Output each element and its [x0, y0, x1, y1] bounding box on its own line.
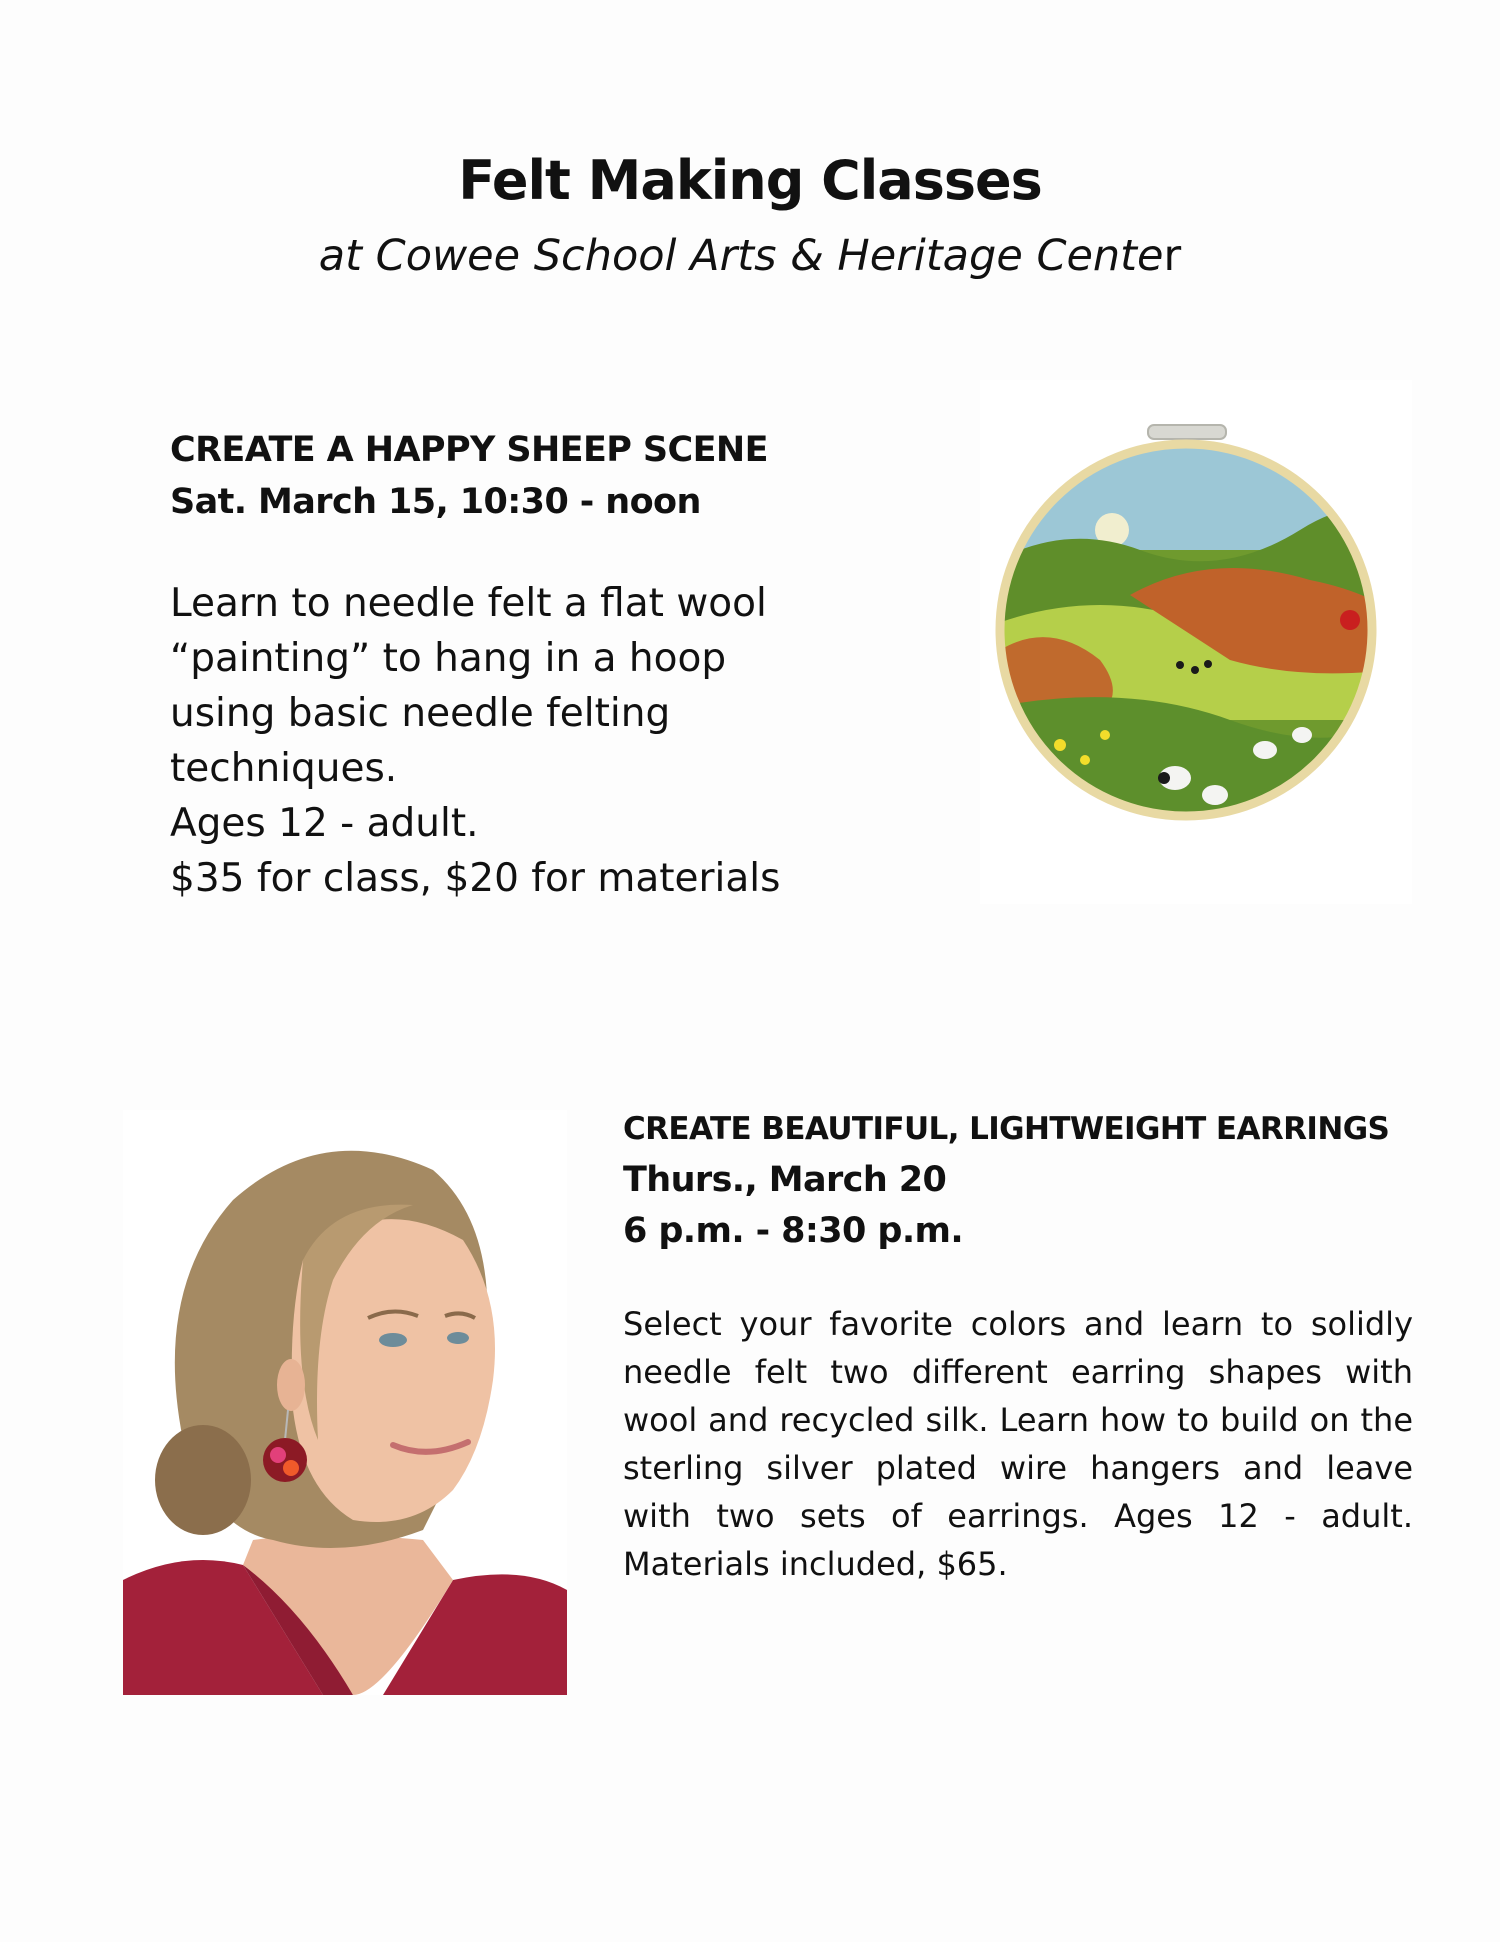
class-one-date-time: Sat. March 15, 10:30 - noon: [170, 482, 701, 522]
class-one-desc-line: “painting” to hang in a hoop: [170, 636, 727, 681]
class-one-heading: [170, 424, 810, 528]
class-one-title: CREATE A HAPPY SHEEP SCENE: [170, 430, 768, 470]
class-two-date: Thurs., March 20: [623, 1160, 947, 1200]
class-one-price: $35 for class, $20 for materials: [170, 856, 781, 901]
class-one-ages: Ages 12 - adult.: [170, 801, 479, 846]
class-one-desc-line: Learn to needle felt a flat wool: [170, 581, 767, 626]
class-two-heading: [623, 1104, 1463, 1257]
class-two-time: 6 p.m. - 8:30 p.m.: [623, 1211, 964, 1251]
instructor-portrait-photo: [123, 1110, 567, 1695]
subtitle-tail: r: [1163, 231, 1182, 281]
page-subtitle: [0, 226, 1500, 286]
page-title: Felt Making Classes: [458, 149, 1042, 212]
class-two-description: Select your favorite colors and learn to solidly needle felt two different earring shapes with wool and recycled silk. Learn how to build on the sterling silver plated wire hangers and leave with two sets of earrings. Ages 12 - adult. Materials included, $65.: [623, 1305, 1413, 1583]
class-one-description: [170, 576, 810, 906]
class-two-title: CREATE BEAUTIFUL, LIGHTWEIGHT EARRINGS: [623, 1111, 1390, 1147]
class-one-desc-line: techniques.: [170, 746, 398, 791]
sheep-scene-hoop-photo: [980, 380, 1412, 904]
subtitle-main: at Cowee School Arts & Heritage Cente: [318, 231, 1164, 281]
class-one-desc-line: using basic needle felting: [170, 691, 671, 736]
